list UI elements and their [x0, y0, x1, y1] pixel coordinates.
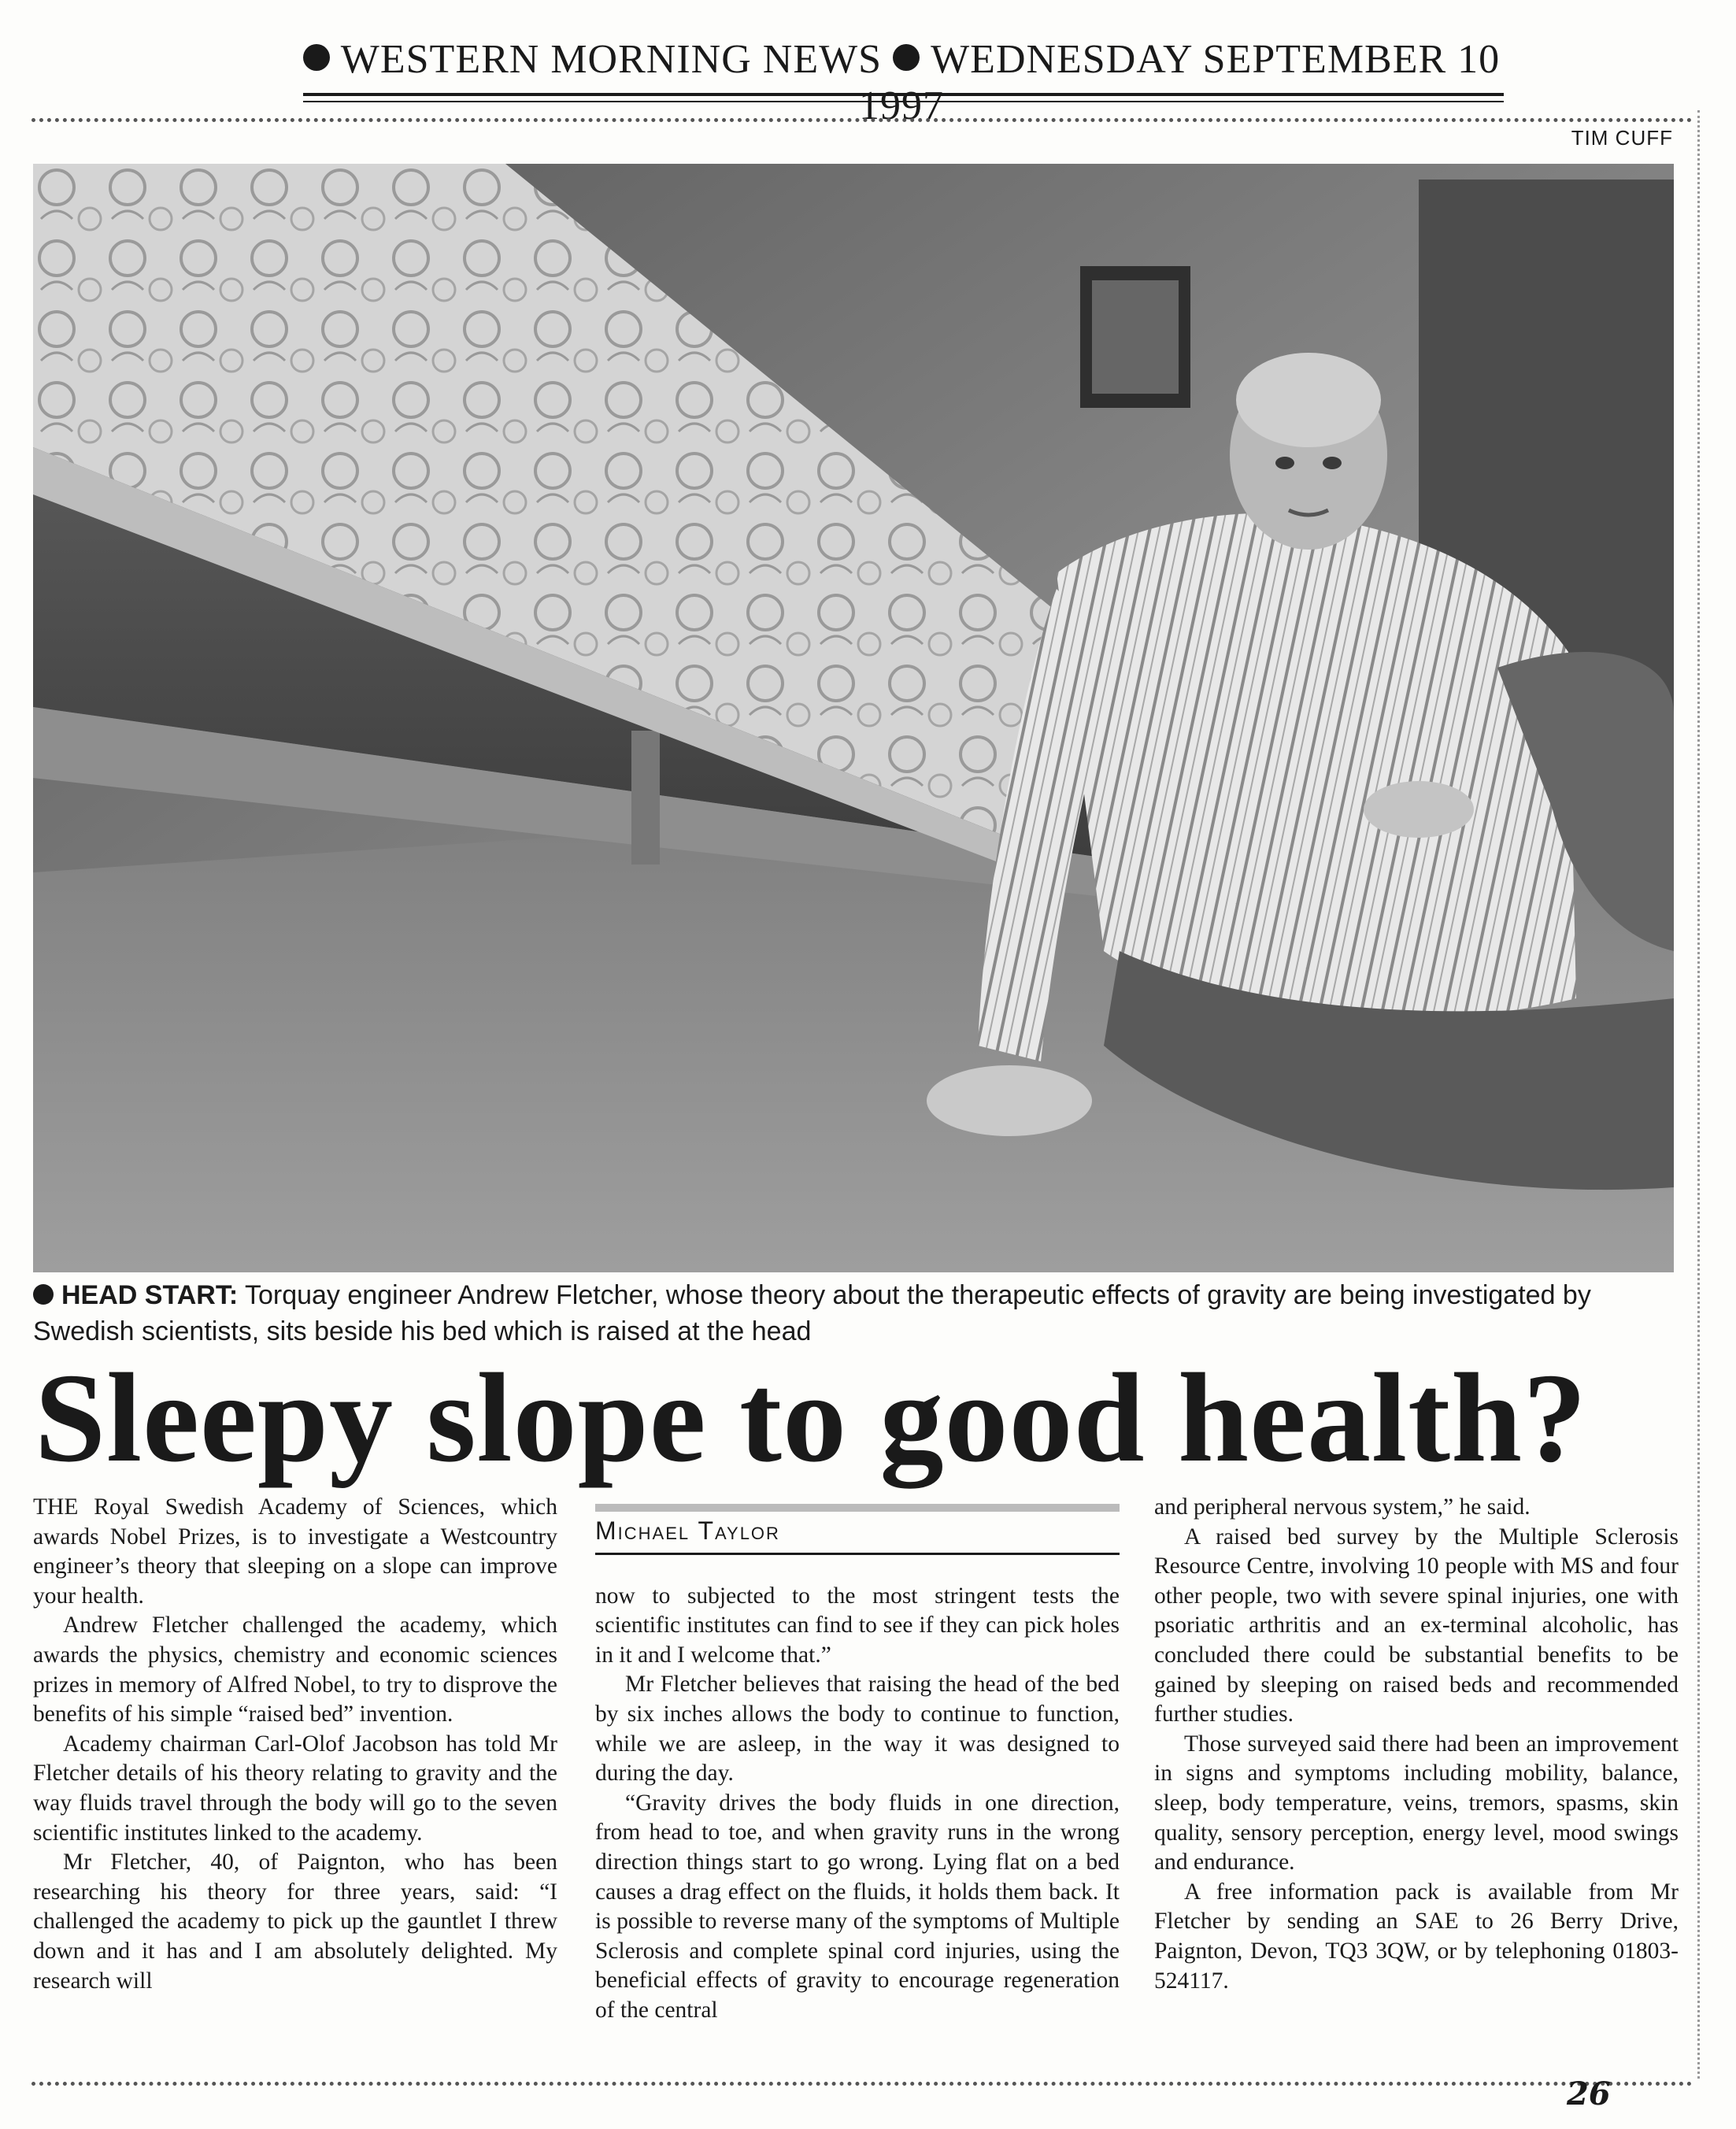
paragraph: Mr Fletcher, 40, of Paignton, who has been researching his theory for three years, said: “I challenged the academy to pick up the gauntlet I threw down and it has and I am absolutely delighted. My research will — [33, 1849, 557, 1994]
paragraph: A free information pack is available from Mr Fletcher by sending an SAE to 26 Berry Drive, Paignton, Devon, TQ3 3QW, or by telephoning 01803-524117. — [1154, 1879, 1679, 1994]
byline: Michael Taylor — [595, 1504, 1120, 1555]
paragraph: Those surveyed said there had been an improvement in signs and symptoms including mobility, balance, sleep, body temperature, veins, tremors, spasms, skin quality, sensory perception, energy level, mood swings and endurance. — [1154, 1731, 1679, 1875]
newspaper-name: WESTERN MORNING NEWS — [340, 37, 883, 82]
publication-date: WEDNESDAY SEPTEMBER 10 1997 — [859, 37, 1501, 128]
paragraph: Mr Fletcher believes that raising the head of the bed by six inches allows the body to continue to function, while we are asleep, in the way it was designed to during the day. — [595, 1672, 1120, 1787]
article-photo — [33, 164, 1674, 1272]
paragraph: and peripheral nervous system,” he said. — [1154, 1494, 1531, 1520]
paragraph: THE Royal Swedish Academy of Sciences, which awards Nobel Prizes, is to investigate a Westcountry engineer’s theory that sleeping on a slope can improve your health. — [33, 1494, 557, 1609]
bullet-icon — [303, 44, 330, 71]
paragraph: now to subjected to the most stringent tests the scientific institutes can find to see if they can pick holes in it and I welcome that.” — [595, 1583, 1120, 1668]
dotted-divider-right — [1697, 110, 1700, 2079]
paragraph: Andrew Fletcher challenged the academy, which awards the physics, chemistry and economic sciences prizes in memory of Alfred Nobel, to try to disprove the benefits of his simple “raised bed” invention. — [33, 1612, 557, 1727]
paragraph: A raised bed survey by the Multiple Sclerosis Resource Centre, involving 10 people with MS and four other people, two with severe spinal injuries, one with psoriatic arthritis and an ex-terminal alcoholic, has concluded there could be substantial benefits to be gained by sleeping on raised beds and recommended further studies. — [1154, 1524, 1679, 1727]
paragraph: Academy chairman Carl-Olof Jacobson has told Mr Fletcher details of his theory relating to gravity and the way fluids travel through the body will go to the seven scientific institutes linked to the academy. — [33, 1731, 557, 1846]
article-column-2 — [595, 1493, 1120, 2075]
masthead-rule — [303, 93, 1504, 96]
dotted-divider-top — [31, 118, 1693, 122]
bullet-icon — [33, 1284, 54, 1305]
dotted-divider-bottom — [31, 2082, 1693, 2086]
article-column-3 — [1154, 1493, 1679, 2075]
headline: Sleepy slope to good health? — [35, 1348, 1588, 1489]
masthead — [299, 36, 1504, 129]
masthead-rule-thin — [303, 101, 1504, 102]
photo-illustration — [33, 164, 1674, 1272]
paragraph: “Gravity drives the body fluids in one direction, from head to toe, and when gravity runs in the wrong direction things start to go wrong. Lying flat on a bed causes a drag effect on the fluids, it holds them back. It is possible to reverse many of the symptoms of Multiple Sclerosis and complete spinal cord injuries, using the beneficial effects of gravity to encourage regeneration of the central — [595, 1790, 1120, 2023]
page-number: 26 — [1567, 2075, 1611, 2112]
article-column-1 — [33, 1493, 557, 2075]
caption-lead: HEAD START: — [61, 1280, 239, 1310]
photo-caption — [33, 1277, 1679, 1350]
caption-text: Torquay engineer Andrew Fletcher, whose theory about the therapeutic effects of gravity are being investigated by Swedish scientists, sits beside his bed which is raised at the head — [33, 1280, 1591, 1346]
photo-credit: TIM CUFF — [1571, 126, 1673, 150]
bullet-icon — [893, 44, 920, 71]
